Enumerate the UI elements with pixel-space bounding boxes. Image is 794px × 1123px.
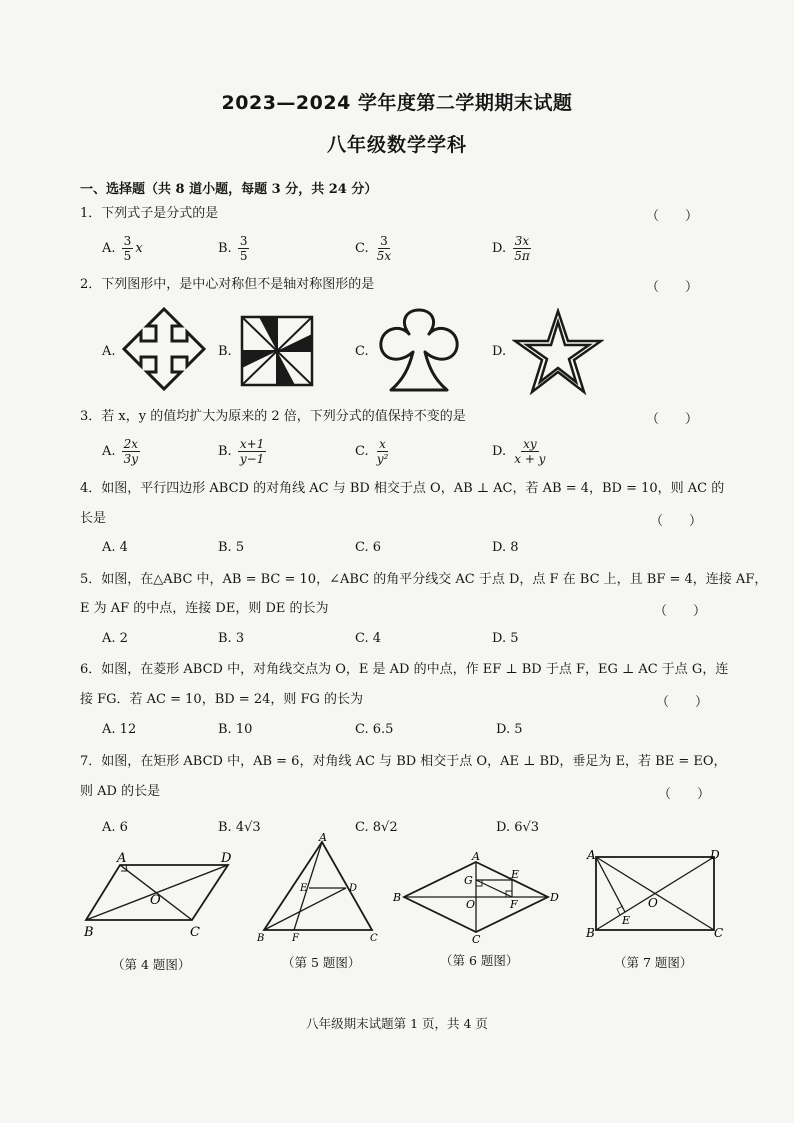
- q5-option-c: [355, 631, 381, 646]
- fraction-numerator: 3: [239, 234, 248, 248]
- fig4-label-a: A: [117, 851, 127, 866]
- fig4-label-o: O: [150, 893, 161, 908]
- q4-option-d: [492, 540, 519, 555]
- option-value: 3: [235, 631, 245, 646]
- option-label: B.: [218, 820, 232, 835]
- q1-option-a: [102, 234, 143, 263]
- q3-option-a: [102, 437, 142, 466]
- fig5-label-d: D: [349, 883, 358, 894]
- fig6-label-c: C: [472, 933, 481, 945]
- option-value: 6√3: [514, 820, 540, 835]
- option-label: D.: [492, 631, 507, 646]
- q5-option-a: [102, 631, 128, 646]
- question-5-stem-line2: E 为 AF 的中点，连接 DE，则 DE 的长为: [80, 601, 329, 616]
- q4-option-b: [218, 540, 244, 555]
- option-label: C.: [355, 444, 369, 459]
- question-5-stem-line1: 5．如图，在△ABC 中，AB = BC = 10，∠ABC 的角平分线交 AC 于点 D，点 F 在 BC 上，且 BF = 4，连接 AF，: [80, 572, 768, 587]
- q2-option-b-label: B.: [218, 344, 232, 359]
- q4-option-a: [102, 540, 128, 555]
- option-label: C.: [355, 820, 369, 835]
- fig5-label-b: B: [257, 933, 265, 944]
- figure-7-caption: （第 7 题图）: [614, 955, 693, 970]
- question-7-stem-line2: 则 AD 的长是: [80, 784, 161, 799]
- question-7-stem-line1: 7．如图，在矩形 ABCD 中，AB = 6，对角线 AC 与 BD 相交于点 O，AE ⊥ BD，垂足为 E，若 BE = EO，: [80, 754, 727, 769]
- question-4-stem-line2: 长是: [80, 511, 107, 526]
- q7-option-a: [102, 820, 128, 835]
- option-label: A.: [102, 820, 116, 835]
- q6-option-c: [355, 722, 393, 737]
- option-value: 4: [119, 540, 128, 555]
- option-label: D.: [492, 444, 507, 459]
- option-label: B.: [218, 444, 232, 459]
- fig4-label-c: C: [190, 925, 200, 940]
- q3-option-d: [492, 437, 549, 466]
- club-figure: [377, 308, 461, 394]
- option-value: 6: [372, 540, 382, 555]
- fig7-label-e: E: [622, 914, 631, 927]
- fraction-denominator: x + y: [514, 452, 546, 466]
- q2-option-c-label: C.: [355, 344, 369, 359]
- pinwheel-figure: [238, 313, 316, 389]
- fig6-label-e: E: [511, 868, 520, 881]
- question-1-stem: 1．下列式子是分式的是: [80, 206, 219, 221]
- figure-4-parallelogram: [80, 850, 240, 945]
- option-label: D.: [492, 241, 507, 256]
- fig5-label-f: F: [292, 933, 299, 944]
- option-value: 5: [514, 722, 523, 737]
- q5-option-d: [492, 631, 519, 646]
- option-value: 10: [235, 722, 253, 737]
- answer-blank-4: （ ）: [650, 514, 703, 529]
- page-footer: 八年级期末试题第 1 页，共 4 页: [306, 1016, 488, 1031]
- four-arrows-figure: [121, 306, 207, 392]
- q5-option-b: [218, 631, 244, 646]
- option-value: 12: [119, 722, 137, 737]
- q1-option-c: [355, 234, 395, 263]
- answer-blank-2: （ ）: [646, 280, 699, 295]
- fig7-label-c: C: [714, 926, 724, 940]
- option-label: A.: [102, 631, 116, 646]
- option-value: 8: [510, 540, 519, 555]
- question-6-stem-line1: 6．如图，在菱形 ABCD 中，对角线交点为 O，E 是 AD 的中点，作 EF ⊥ BD 于点 F，EG ⊥ AC 于点 G，连: [80, 662, 729, 677]
- fig6-label-g: G: [464, 874, 473, 887]
- fig6-label-b: B: [393, 891, 402, 904]
- fraction-denominator: y²: [376, 452, 389, 466]
- option-value: 5: [235, 540, 245, 555]
- figure-6-caption: （第 6 题图）: [440, 953, 519, 968]
- answer-blank-6: （ ）: [656, 695, 709, 710]
- q4-option-c: [355, 540, 381, 555]
- q6-option-b: [218, 722, 252, 737]
- exam-title: 2023—2024 学年度第二学期期末试题: [221, 92, 573, 114]
- fraction-numerator: xy: [523, 437, 537, 451]
- answer-blank-7: （ ）: [658, 787, 711, 802]
- figure-7-rectangle: [582, 845, 732, 945]
- fig7-label-o: O: [648, 896, 658, 910]
- figure-6-rhombus: [390, 850, 560, 945]
- fraction-numerator: x+1: [239, 437, 265, 451]
- option-label: A.: [102, 241, 116, 256]
- section-heading: 一、选择题（共 8 道小题，每题 3 分，共 24 分）: [80, 182, 378, 197]
- option-label: B.: [218, 631, 232, 646]
- fraction-denominator: 5π: [514, 249, 530, 263]
- fraction-numerator: 2x: [123, 437, 139, 451]
- fraction-denominator: 3y: [123, 452, 139, 466]
- fraction-numerator: 3: [123, 234, 132, 248]
- q1-option-b: [218, 234, 251, 263]
- q7-option-d: [496, 820, 539, 835]
- q1-option-d: [492, 234, 534, 263]
- option-label: C.: [355, 241, 369, 256]
- star-figure: [512, 308, 604, 396]
- option-label: D.: [496, 820, 511, 835]
- option-label: B.: [218, 722, 232, 737]
- figure-5-triangle: [252, 832, 382, 947]
- fraction-denominator: y−1: [239, 452, 265, 466]
- q3-option-c: [355, 437, 392, 466]
- figure-4-caption: （第 4 题图）: [112, 957, 191, 972]
- option-value: 8√2: [372, 820, 398, 835]
- fig6-label-f: F: [510, 898, 518, 911]
- question-6-stem-line2: 接 FG．若 AC = 10，BD = 24，则 FG 的长为: [80, 692, 364, 707]
- option-value: 6.5: [372, 722, 394, 737]
- option-label: C.: [355, 722, 369, 737]
- fraction-numerator: 3x: [514, 234, 530, 248]
- option-value: 2: [119, 631, 128, 646]
- question-4-stem-line1: 4．如图，平行四边形 ABCD 的对角线 AC 与 BD 相交于点 O，AB ⊥ AC，若 AB = 4，BD = 10，则 AC 的: [80, 481, 725, 496]
- fig7-label-d: D: [710, 848, 720, 862]
- fraction-numerator: 3: [380, 234, 388, 248]
- option-value: 4: [372, 631, 382, 646]
- fig7-label-b: B: [586, 926, 595, 940]
- answer-blank-5: （ ）: [654, 604, 707, 619]
- question-2-stem: 2．下列图形中，是中心对称但不是轴对称图形的是: [80, 277, 375, 292]
- option-label: C.: [355, 631, 369, 646]
- fig6-label-d: D: [550, 891, 559, 904]
- q6-option-d: [496, 722, 523, 737]
- option-label: B.: [218, 540, 232, 555]
- fraction-denominator: 5: [239, 249, 248, 263]
- fig5-label-a: A: [319, 832, 327, 844]
- fraction-denominator: 5x: [376, 249, 392, 263]
- fig7-label-a: A: [587, 848, 596, 862]
- q3-option-b: [218, 437, 268, 466]
- option-tail: x: [135, 241, 143, 256]
- fig5-label-e: E: [300, 883, 308, 894]
- fraction-denominator: 5: [123, 249, 132, 263]
- option-label: A.: [102, 540, 116, 555]
- fig4-label-b: B: [84, 925, 94, 940]
- option-label: A.: [102, 444, 116, 459]
- option-label: C.: [355, 540, 369, 555]
- option-value: 6: [119, 820, 128, 835]
- option-label: A.: [102, 722, 116, 737]
- option-label: D.: [492, 540, 507, 555]
- fig5-label-c: C: [370, 933, 378, 944]
- q2-option-d-label: D.: [492, 344, 507, 359]
- answer-blank-1: （ ）: [646, 209, 699, 224]
- q2-option-a-label: A.: [102, 344, 116, 359]
- question-3-stem: 3．若 x，y 的值均扩大为原来的 2 倍，下列分式的值保持不变的是: [80, 409, 466, 424]
- fig4-label-d: D: [221, 851, 232, 866]
- option-label: D.: [496, 722, 511, 737]
- option-label: B.: [218, 241, 232, 256]
- answer-blank-3: （ ）: [646, 412, 699, 427]
- q6-option-a: [102, 722, 136, 737]
- figure-5-caption: （第 5 题图）: [282, 955, 361, 970]
- exam-subtitle: 八年级数学学科: [326, 134, 467, 156]
- option-value: 5: [510, 631, 519, 646]
- fig6-label-o: O: [466, 898, 476, 911]
- fraction-numerator: x: [379, 437, 386, 451]
- fig6-label-a: A: [472, 850, 480, 863]
- option-value: 4√3: [235, 820, 261, 835]
